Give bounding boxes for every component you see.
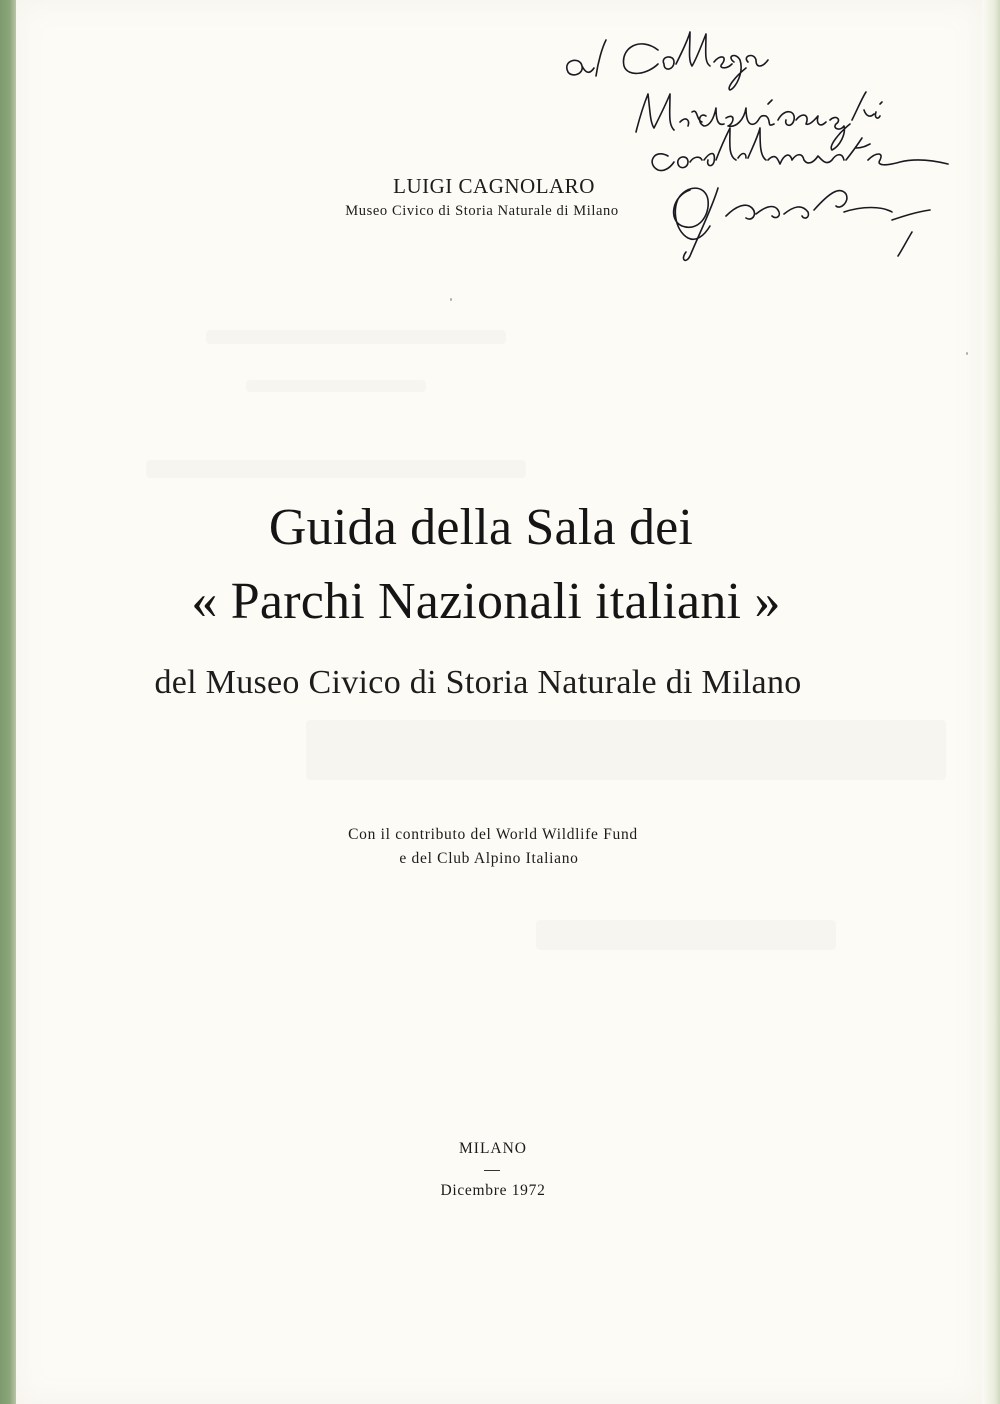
contribution-line-2: e del Club Alpino Italiano: [399, 850, 579, 867]
page-edge: [982, 0, 1000, 1404]
subtitle: del Museo Civico di Storia Naturale di Milano: [154, 664, 802, 701]
handwriting-line-3: [652, 128, 948, 171]
show-through: [246, 380, 426, 392]
paper-speck: [966, 352, 968, 355]
title-line-1: Guida della Sala dei: [268, 499, 694, 556]
imprint-place: MILANO: [459, 1140, 527, 1157]
show-through: [146, 460, 526, 478]
imprint-date: Dicembre 1972: [440, 1182, 546, 1199]
handwriting-line-2: [636, 92, 882, 150]
show-through: [306, 720, 946, 780]
imprint-rule: [484, 1170, 500, 1171]
handwritten-dedication: [540, 20, 980, 280]
contribution-line-1: Con il contributo del World Wildlife Fund: [348, 826, 638, 843]
show-through: [206, 330, 506, 344]
handwriting-line-1: [567, 32, 768, 90]
show-through: [536, 920, 836, 950]
paper-speck: [450, 298, 452, 301]
signature: [674, 188, 930, 260]
title-line-2: « Parchi Nazionali italiani »: [191, 573, 781, 630]
author-affiliation: Museo Civico di Storia Naturale di Milano: [345, 203, 619, 219]
author-name: LUIGI CAGNOLARO: [393, 174, 595, 198]
